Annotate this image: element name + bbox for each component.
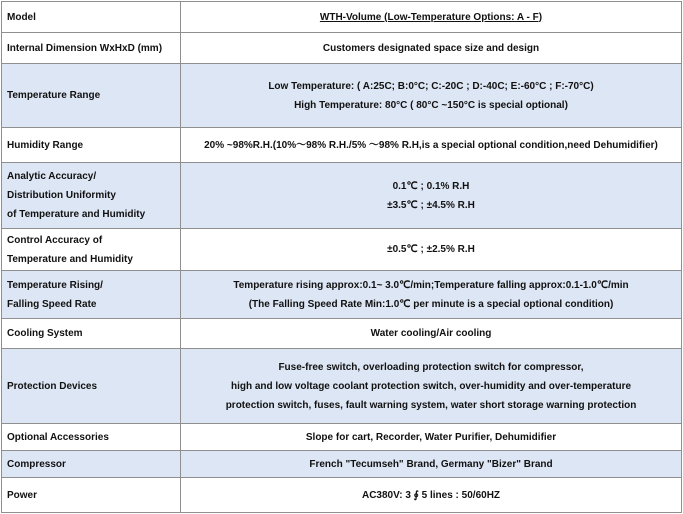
table-row <box>2 229 682 271</box>
row-value-dimension: Customers designated space size and design <box>181 33 682 64</box>
row-label-analytic-accuracy: Analytic Accuracy/ Distribution Uniformity of Temperature and Humidity <box>2 163 181 229</box>
model-link[interactable]: WTH-Volume (Low-Temperature Options: A - F) <box>319 11 543 23</box>
table-row <box>2 33 682 64</box>
row-value-humidity-range: 20% ~98%R.H.(10%～98% R.H./5% ～98% R.H,is a special optional condition,need Dehumidifier) <box>181 128 682 163</box>
table-row <box>2 319 682 349</box>
row-value-protection-devices: Fuse-free switch, overloading protection switch for compressor, high and low voltage coolant protection switch, over-humidity and over-temperature protection switch, fuses, fault warning system, water short storage warning protection <box>181 349 682 424</box>
table-row <box>2 451 682 478</box>
row-label-power: Power <box>2 478 181 513</box>
row-value-model <box>181 2 682 33</box>
row-label-model: Model <box>2 2 181 33</box>
table-row <box>2 163 682 229</box>
row-label-dimension: Internal Dimension WxHxD (mm) <box>2 33 181 64</box>
row-label-protection-devices: Protection Devices <box>2 349 181 424</box>
table-row <box>2 128 682 163</box>
row-value-analytic-accuracy: 0.1℃ ; 0.1% R.H ±3.5℃ ; ±4.5% R.H <box>181 163 682 229</box>
row-label-cooling-system: Cooling System <box>2 319 181 349</box>
row-value-power: AC380V: 3 ∮ 5 lines : 50/60HZ <box>181 478 682 513</box>
row-label-optional-accessories: Optional Accessories <box>2 424 181 451</box>
row-label-compressor: Compressor <box>2 451 181 478</box>
spec-table <box>1 1 682 513</box>
row-value-compressor: French "Tecumseh" Brand, Germany "Bizer" Brand <box>181 451 682 478</box>
table-row <box>2 2 682 33</box>
row-value-temperature-range: Low Temperature: ( A:25C; B:0°C; C:-20C ; D:-40C; E:-60°C ; F:-70°C) High Temperature: 80°C ( 80°C ~150°C is special optional) <box>181 64 682 128</box>
table-row <box>2 64 682 128</box>
row-label-control-accuracy: Control Accuracy of Temperature and Humidity <box>2 229 181 271</box>
row-label-humidity-range: Humidity Range <box>2 128 181 163</box>
row-value-speed-rate: Temperature rising approx:0.1~ 3.0℃/min;Temperature falling approx:0.1-1.0℃/min (The Falling Speed Rate Min:1.0℃ per minute is a special optional condition) <box>181 271 682 319</box>
row-value-cooling-system: Water cooling/Air cooling <box>181 319 682 349</box>
table-row <box>2 349 682 424</box>
row-value-optional-accessories: Slope for cart, Recorder, Water Purifier, Dehumidifier <box>181 424 682 451</box>
table-row <box>2 271 682 319</box>
table-row <box>2 478 682 513</box>
row-label-temperature-range: Temperature Range <box>2 64 181 128</box>
row-label-speed-rate: Temperature Rising/ Falling Speed Rate <box>2 271 181 319</box>
table-row <box>2 424 682 451</box>
row-value-control-accuracy: ±0.5℃ ; ±2.5% R.H <box>181 229 682 271</box>
